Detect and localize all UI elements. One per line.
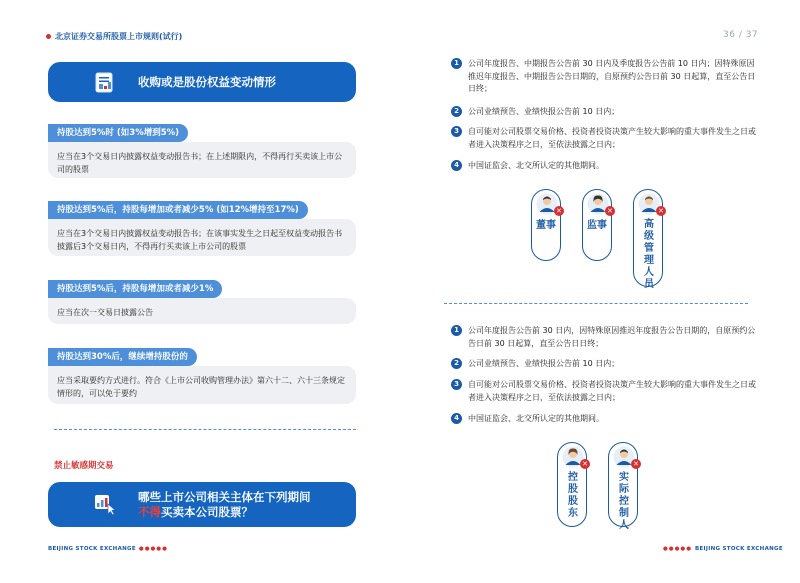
section-body-3: 应当在次一交易日披露公告 <box>48 298 356 324</box>
section-body-2: 应当在3个交易日内披露权益变动报告书；在该事实发生之日起至权益变动报告书披露后3个交易日内，不得再行买卖该上市公司的股票 <box>48 219 356 256</box>
pointer-icon <box>94 492 116 516</box>
role-label: 实际控制人 <box>619 472 629 531</box>
red-x-icon: ✕ <box>631 459 641 469</box>
footer-right <box>660 546 783 552</box>
banner-title: 收购或是股份权益变动情形 <box>138 75 276 89</box>
list-item <box>451 106 761 119</box>
red-x-icon: ✕ <box>554 206 564 216</box>
number-badge-icon: 3 <box>451 126 462 137</box>
list-item-text: 中国证监会、北交所认定的其他期间。 <box>468 161 604 170</box>
section-head-4: 持股达到30%后，继续增持股份的 <box>48 348 197 366</box>
section-divider <box>444 303 748 304</box>
role-capsule-controlling-shareholder <box>557 442 587 527</box>
banner-takeover <box>48 62 356 102</box>
number-badge-icon: 1 <box>451 325 462 336</box>
footer-left <box>48 546 171 552</box>
role-label: 高级管理人员 <box>644 219 654 290</box>
role-label: 董事 <box>536 220 556 231</box>
list-item <box>451 413 761 426</box>
role-label: 监事 <box>587 220 607 231</box>
header-bullet-icon <box>46 34 51 39</box>
forbid-label: 禁止敏感期交易 <box>54 461 114 471</box>
list-item-text: 公司业绩预告、业绩快报公告前 10 日内； <box>468 359 620 368</box>
list-item <box>451 358 761 371</box>
list-item <box>451 160 761 173</box>
number-badge-icon: 4 <box>451 160 462 171</box>
red-x-icon: ✕ <box>580 459 590 469</box>
question-rest: 买卖本公司股票？ <box>161 505 253 519</box>
section-head-2: 持股达到5%后，持股每增加或者减少5% (如12%增持至17%) <box>48 201 308 219</box>
footer-brand-left: BEIJING STOCK EXCHANGE <box>48 546 136 552</box>
footer-brand-right: BEIJING STOCK EXCHANGE <box>695 546 783 552</box>
question-line-2 <box>138 505 311 520</box>
question-not: 不得 <box>138 505 161 519</box>
question-text <box>138 490 311 520</box>
document-header <box>46 31 182 42</box>
number-badge-icon: 4 <box>451 413 462 424</box>
list-item-text: 公司年度报告、中期报告公告前 30 日内及季度报告公告前 10 日内；因特殊原因推迟年度报告、中期报告公告日期的，自原预约公告日前 30 日起算，直至公告日日终； <box>468 59 756 93</box>
list-item-text: 自可能对公司股票交易价格、投资者投资决策产生较大影响的重大事件发生之日或者进入决策程序之日，至依法披露之日内； <box>468 380 756 402</box>
list-item <box>451 58 761 96</box>
list-item <box>451 379 761 404</box>
banner-question <box>48 482 356 527</box>
footer-dots-right: ●●●●● <box>663 546 692 552</box>
section-head-1: 持股达到5%时 (如3%增到5%) <box>48 124 188 142</box>
document-title: 北京证券交易所股票上市规则(试行) <box>55 32 183 41</box>
section-head-3: 持股达到5%后，持股每增加或者减少1% <box>48 280 222 298</box>
role-capsule-director <box>531 189 561 261</box>
number-badge-icon: 2 <box>451 358 462 369</box>
page-number: 36 / 37 <box>723 30 759 40</box>
red-x-icon: ✕ <box>656 206 666 216</box>
list-item-text: 公司业绩预告、业绩快报公告前 10 日内； <box>468 107 620 116</box>
number-badge-icon: 3 <box>451 379 462 390</box>
section-body-1: 应当在3个交易日内披露权益变动报告书；在上述期限内，不得再行买卖该上市公司的股票 <box>48 142 356 178</box>
number-badge-icon: 2 <box>451 106 462 117</box>
section-divider <box>54 429 356 430</box>
red-x-icon: ✕ <box>605 206 615 216</box>
list-item <box>451 126 761 151</box>
question-line-1: 哪些上市公司相关主体在下列期间 <box>138 490 311 504</box>
report-icon <box>94 70 116 94</box>
list-item-text: 中国证监会、北交所认定的其他期间。 <box>468 414 604 423</box>
role-capsule-supervisor <box>582 189 612 261</box>
footer-dots-left: ●●●●● <box>138 546 168 552</box>
list-item-text: 自可能对公司股票交易价格、投资者投资决策产生较大影响的重大事件发生之日或者进入决策程序之日，至依法披露之日内； <box>468 127 756 149</box>
role-label: 控股股东 <box>568 472 578 519</box>
role-capsule-executive <box>633 189 664 290</box>
number-badge-icon: 1 <box>451 58 462 69</box>
list-item-text: 公司年度报告公告前 30 日内，因特殊原因推迟年度报告公告日期的，自原预约公告日前 30 日起算，直至公告日日终； <box>468 326 756 348</box>
section-body-4: 应当采取要约方式进行。符合《上市公司收购管理办法》第六十二、六十三条规定情形的，可以免于要约 <box>48 366 356 404</box>
list-item <box>451 325 761 350</box>
role-capsule-actual-controller <box>608 442 639 531</box>
